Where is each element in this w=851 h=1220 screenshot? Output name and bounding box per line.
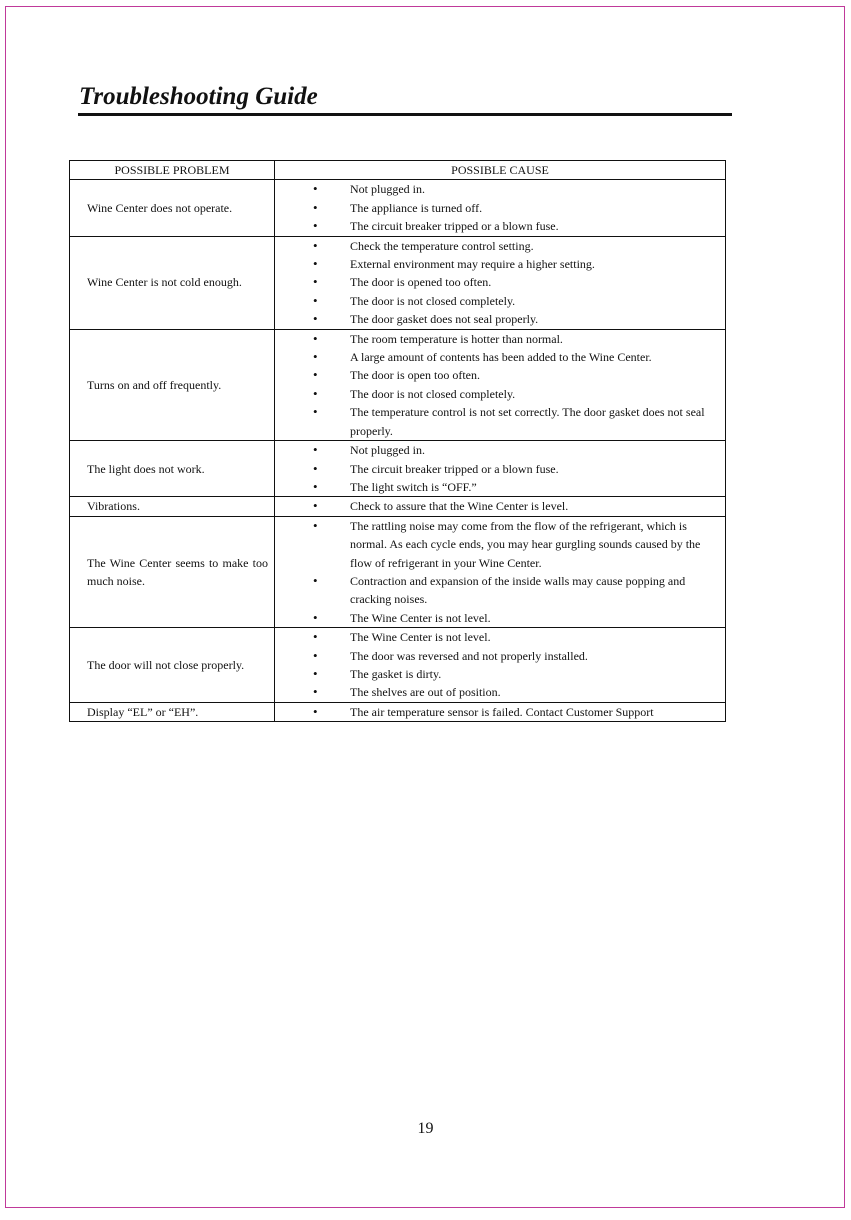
cause-list xyxy=(275,180,725,235)
problem-cell: The Wine Center seems to make too much noise. xyxy=(70,516,275,627)
cause-list xyxy=(275,703,725,721)
causes-cell xyxy=(275,628,726,703)
cause-item: • Check to assure that the Wine Center is level. xyxy=(275,497,725,515)
table-header-row xyxy=(70,161,726,180)
cause-item: • A large amount of contents has been added to the Wine Center. xyxy=(275,348,725,366)
causes-cell xyxy=(275,497,726,516)
cause-item: • The temperature control is not set correctly. The door gasket does not seal properly. xyxy=(275,403,725,440)
problem-cell: Wine Center is not cold enough. xyxy=(70,236,275,329)
cause-item: • The shelves are out of position. xyxy=(275,683,725,701)
table-row xyxy=(70,516,726,627)
causes-cell xyxy=(275,329,726,440)
title-underline xyxy=(78,113,732,116)
cause-item: • The gasket is dirty. xyxy=(275,665,725,683)
column-header-problem: POSSIBLE PROBLEM xyxy=(70,161,275,180)
cause-item: • Contraction and expansion of the inside walls may cause popping and cracking noises. xyxy=(275,572,725,609)
causes-cell xyxy=(275,516,726,627)
cause-item: • The circuit breaker tripped or a blown fuse. xyxy=(275,217,725,235)
causes-cell xyxy=(275,236,726,329)
cause-item: • Not plugged in. xyxy=(275,441,725,459)
cause-item: • Check the temperature control setting. xyxy=(275,237,725,255)
cause-item: • The room temperature is hotter than normal. xyxy=(275,330,725,348)
table-row xyxy=(70,180,726,236)
cause-list xyxy=(275,497,725,515)
table-row xyxy=(70,497,726,516)
cause-item: • The Wine Center is not level. xyxy=(275,609,725,627)
cause-item: • The light switch is “OFF.” xyxy=(275,478,725,496)
table-row xyxy=(70,236,726,329)
problem-cell: Vibrations. xyxy=(70,497,275,516)
cause-list xyxy=(275,517,725,627)
troubleshooting-table xyxy=(69,160,726,722)
cause-item: • External environment may require a higher setting. xyxy=(275,255,725,273)
cause-list xyxy=(275,628,725,702)
cause-item: • The door is opened too often. xyxy=(275,273,725,291)
cause-item: • Not plugged in. xyxy=(275,180,725,198)
causes-cell xyxy=(275,180,726,236)
cause-item: • The door gasket does not seal properly. xyxy=(275,310,725,328)
problem-cell: The door will not close properly. xyxy=(70,628,275,703)
problem-cell: Wine Center does not operate. xyxy=(70,180,275,236)
table-row xyxy=(70,441,726,497)
cause-list xyxy=(275,237,725,329)
table-body xyxy=(70,180,726,722)
cause-item: • The Wine Center is not level. xyxy=(275,628,725,646)
table-row xyxy=(70,329,726,440)
cause-item: • The air temperature sensor is failed. Contact Customer Support xyxy=(275,703,725,721)
cause-item: • The door is open too often. xyxy=(275,366,725,384)
causes-cell xyxy=(275,441,726,497)
table-row xyxy=(70,702,726,721)
causes-cell xyxy=(275,702,726,721)
cause-list xyxy=(275,330,725,440)
page-number: 19 xyxy=(417,1120,434,1137)
cause-item: • The rattling noise may come from the flow of the refrigerant, which is normal. As each cycle ends, you may hear gurgling sounds caused by the flow of refrigerant in your Wine Center. xyxy=(275,517,725,572)
cause-item: • The appliance is turned off. xyxy=(275,199,725,217)
page-title: Troubleshooting Guide xyxy=(79,83,318,110)
cause-item: • The circuit breaker tripped or a blown fuse. xyxy=(275,460,725,478)
problem-cell: The light does not work. xyxy=(70,441,275,497)
table-row xyxy=(70,628,726,703)
column-header-cause: POSSIBLE CAUSE xyxy=(275,161,726,180)
problem-cell: Display “EL” or “EH”. xyxy=(70,702,275,721)
cause-item: • The door is not closed completely. xyxy=(275,292,725,310)
problem-cell: Turns on and off frequently. xyxy=(70,329,275,440)
cause-list xyxy=(275,441,725,496)
cause-item: • The door is not closed completely. xyxy=(275,385,725,403)
cause-item: • The door was reversed and not properly installed. xyxy=(275,647,725,665)
